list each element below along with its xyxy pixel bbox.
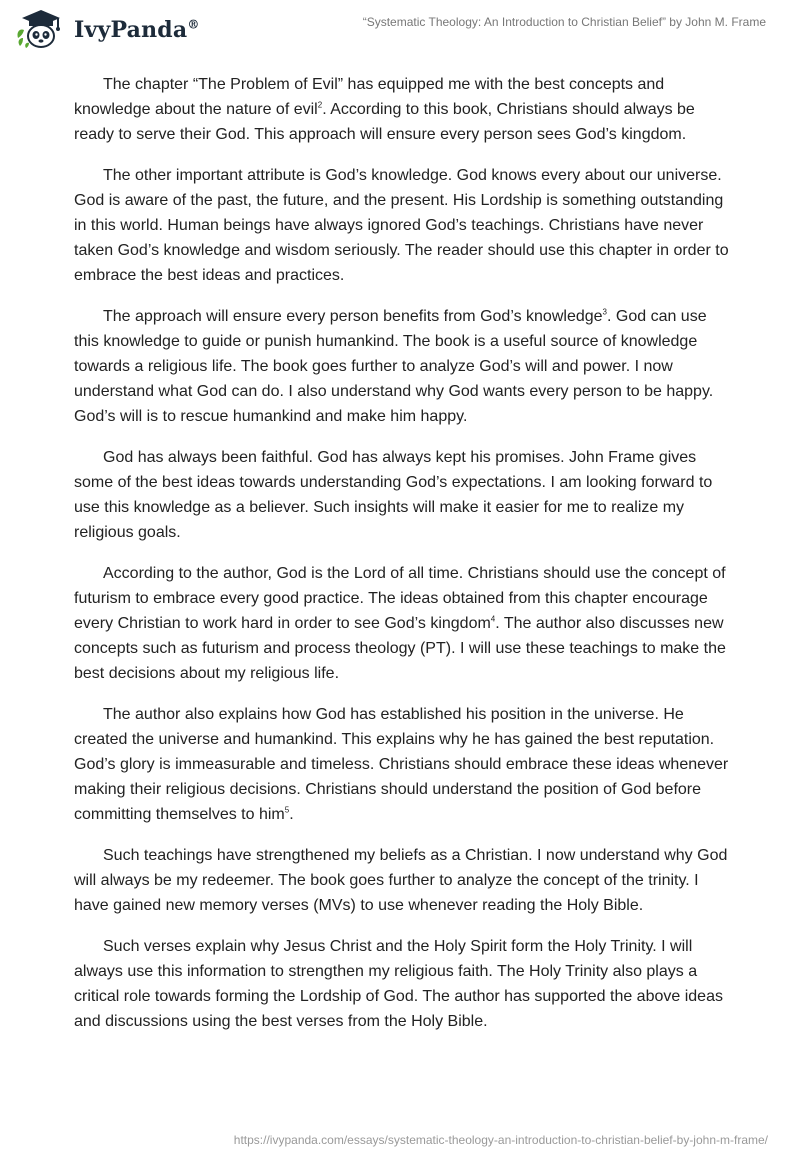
paragraph-text: . The author also discusses new concepts such as futurism and process theology (PT). I will use these teachings to make the best decisions about my religious life.: [74, 615, 726, 682]
paragraph: [74, 304, 730, 429]
panda-graduation-cap-icon: [14, 8, 68, 52]
page-header: [0, 0, 800, 62]
paragraph-text: God has always been faithful. God has always kept his promises. John Frame gives some of the best ideas towards understanding God’s expectations. I am looking forward to use this knowledge as a believer. Such insights will make it easier for me to realize my religious goals.: [74, 449, 713, 541]
essay-body: [74, 72, 730, 1050]
paragraph-text: . God can use this knowledge to guide or punish humankind. The book is a useful source of knowledge towards a religious life. The book goes further to analyze God’s will and power. I now understand what God can do. I also understand why God wants every person to be happy. God’s will is to rescue humankind and make him happy.: [74, 308, 714, 425]
footnote-ref[interactable]: 3: [602, 307, 607, 317]
paragraph-text: Such verses explain why Jesus Christ and the Holy Spirit form the Holy Trinity. I will always use this information to strengthen my religious faith. The Holy Trinity also plays a critical role towards forming the Lordship of God. The author has supported the above ideas and discussions using the best verses from the Holy Bible.: [74, 938, 723, 1030]
paragraph-text: The other important attribute is God’s knowledge. God knows every about our universe. God is aware of the past, the future, and the present. His Lordship is something outstanding in this world. Human beings have always ignored God’s teachings. Christians have never taken God’s knowledge and wisdom seriously. The reader should use this chapter in order to embrace the best ideas and practices.: [74, 167, 729, 284]
paragraph: [74, 843, 730, 918]
footnote-ref[interactable]: 4: [490, 614, 496, 624]
paragraph-text: . According to this book, Christians should always be ready to serve their God. This approach will ensure every person sees God’s kingdom.: [74, 101, 695, 143]
ivypanda-logo[interactable]: [14, 8, 200, 52]
paragraph-text: Such teachings have strengthened my beliefs as a Christian. I now understand why God will always be my redeemer. The book goes further to analyze the concept of the trinity. I have gained new memory verses (MVs) to use whenever reading the Holy Bible.: [74, 847, 728, 914]
paragraph: [74, 72, 730, 147]
paragraph-text: The chapter “The Problem of Evil” has equipped me with the best concepts and knowledge about the nature of evil: [74, 76, 665, 118]
paragraph-text: The approach will ensure every person benefits from God’s knowledge: [103, 308, 603, 325]
footnote-ref[interactable]: 5: [284, 805, 290, 815]
paragraph-text: According to the author, God is the Lord of all time. Christians should use the concept of futurism to embrace every good practice. The ideas obtained from this chapter encourage every Christian to work hard in order to see God’s kingdom: [74, 565, 726, 632]
paragraph: [74, 445, 730, 545]
document-title: “Systematic Theology: An Introduction to Christian Belief” by John M. Frame: [362, 15, 766, 29]
paragraph: [74, 934, 730, 1034]
source-url[interactable]: https://ivypanda.com/essays/systematic-theology-an-introduction-to-christian-belief-by-john-m-frame/: [233, 1133, 768, 1147]
paragraph-text: The author also explains how God has established his position in the universe. He created the universe and humankind. This explains why he has gained the best reputation. God’s glory is immeasurable and timeless. Christians should embrace these ideas whenever making their religious decisions. Christians should understand the position of God before committing themselves to him: [74, 706, 729, 823]
registered-mark: ®: [187, 17, 200, 32]
paragraph: [74, 163, 730, 288]
paragraph: [74, 561, 730, 686]
footnote-ref[interactable]: 2: [317, 100, 323, 110]
brand-name: IvyPanda®: [74, 17, 200, 43]
paragraph: [74, 702, 730, 827]
paragraph-text: .: [289, 806, 294, 823]
